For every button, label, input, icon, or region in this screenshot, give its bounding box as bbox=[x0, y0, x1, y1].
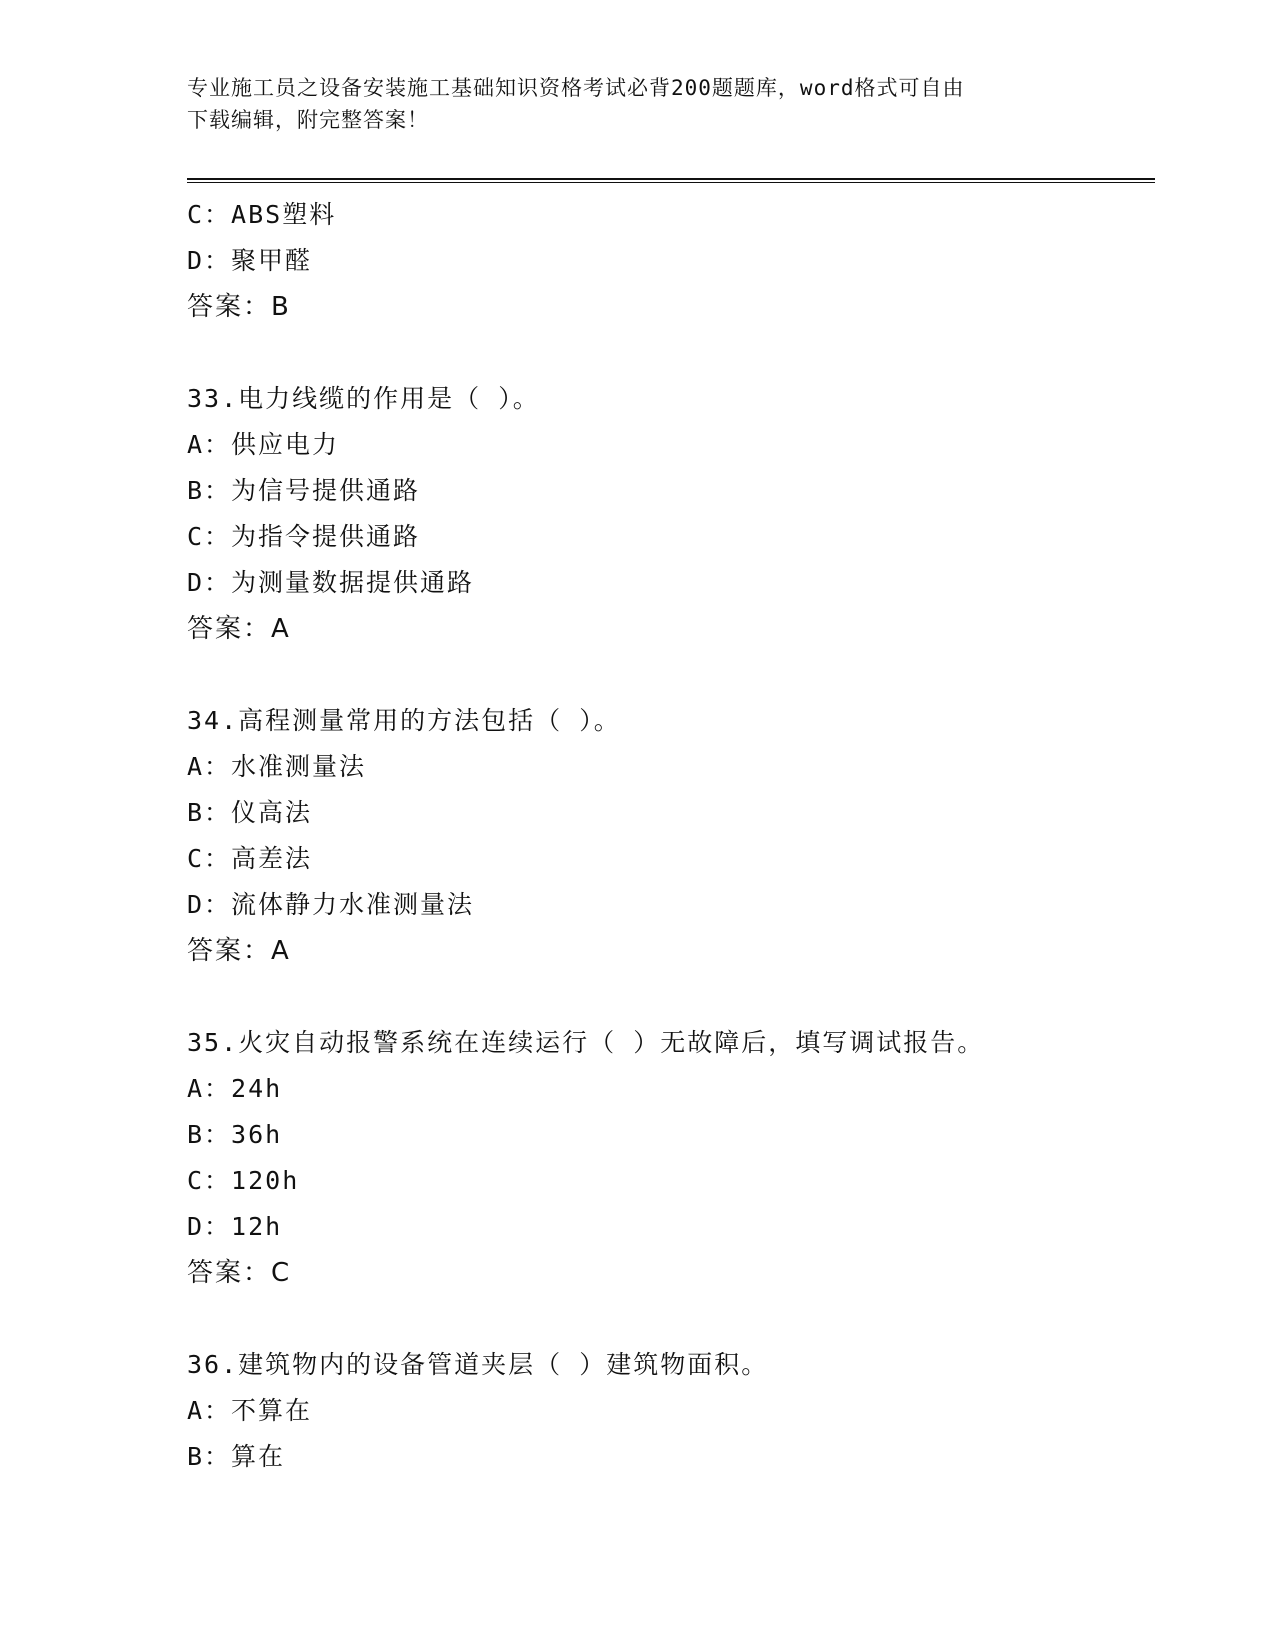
question-stem: 36.建筑物内的设备管道夹层（ ）建筑物面积。 bbox=[187, 1350, 769, 1379]
option-b: B：36h bbox=[187, 1120, 283, 1149]
answer-line: 答案：A bbox=[187, 936, 291, 966]
option-a: A：水准测量法 bbox=[187, 752, 367, 781]
option-d: D：为测量数据提供通路 bbox=[187, 568, 475, 597]
question-stem: 35.火灾自动报警系统在连续运行（ ）无故障后，填写调试报告。 bbox=[187, 1028, 985, 1057]
option-c: C：为指令提供通路 bbox=[187, 522, 421, 551]
question-block-33 bbox=[187, 376, 1155, 652]
question-stem: 33.电力线缆的作用是（ ）。 bbox=[187, 384, 540, 413]
question-block-36 bbox=[187, 1342, 1155, 1480]
option-b: B：算在 bbox=[187, 1442, 286, 1471]
option-a: A：不算在 bbox=[187, 1396, 313, 1425]
spacer bbox=[187, 1296, 1155, 1342]
option-c: C：高差法 bbox=[187, 844, 313, 873]
question-stem: 34.高程测量常用的方法包括（ ）。 bbox=[187, 706, 621, 735]
option-d: D：聚甲醛 bbox=[187, 246, 313, 275]
header-divider bbox=[187, 178, 1155, 183]
question-block-35 bbox=[187, 1020, 1155, 1296]
answer-line: 答案：C bbox=[187, 1258, 292, 1288]
option-b: B：为信号提供通路 bbox=[187, 476, 421, 505]
spacer bbox=[187, 652, 1155, 698]
option-d: D：12h bbox=[187, 1212, 283, 1241]
option-a: A：24h bbox=[187, 1074, 283, 1103]
document-header bbox=[187, 72, 1067, 136]
question-block-prev bbox=[187, 192, 1155, 330]
answer-line: 答案：A bbox=[187, 614, 291, 644]
option-c: C：ABS塑料 bbox=[187, 200, 337, 229]
option-d: D：流体静力水准测量法 bbox=[187, 890, 475, 919]
spacer bbox=[187, 974, 1155, 1020]
question-list bbox=[187, 192, 1155, 1480]
question-block-34 bbox=[187, 698, 1155, 974]
option-b: B：仪高法 bbox=[187, 798, 313, 827]
answer-line: 答案：B bbox=[187, 292, 291, 322]
header-line-1: 专业施工员之设备安装施工基础知识资格考试必背200题题库，word格式可自由 bbox=[187, 76, 965, 100]
option-c: C：120h bbox=[187, 1166, 300, 1195]
option-a: A：供应电力 bbox=[187, 430, 340, 459]
spacer bbox=[187, 330, 1155, 376]
header-line-2: 下载编辑，附完整答案！ bbox=[187, 108, 429, 132]
